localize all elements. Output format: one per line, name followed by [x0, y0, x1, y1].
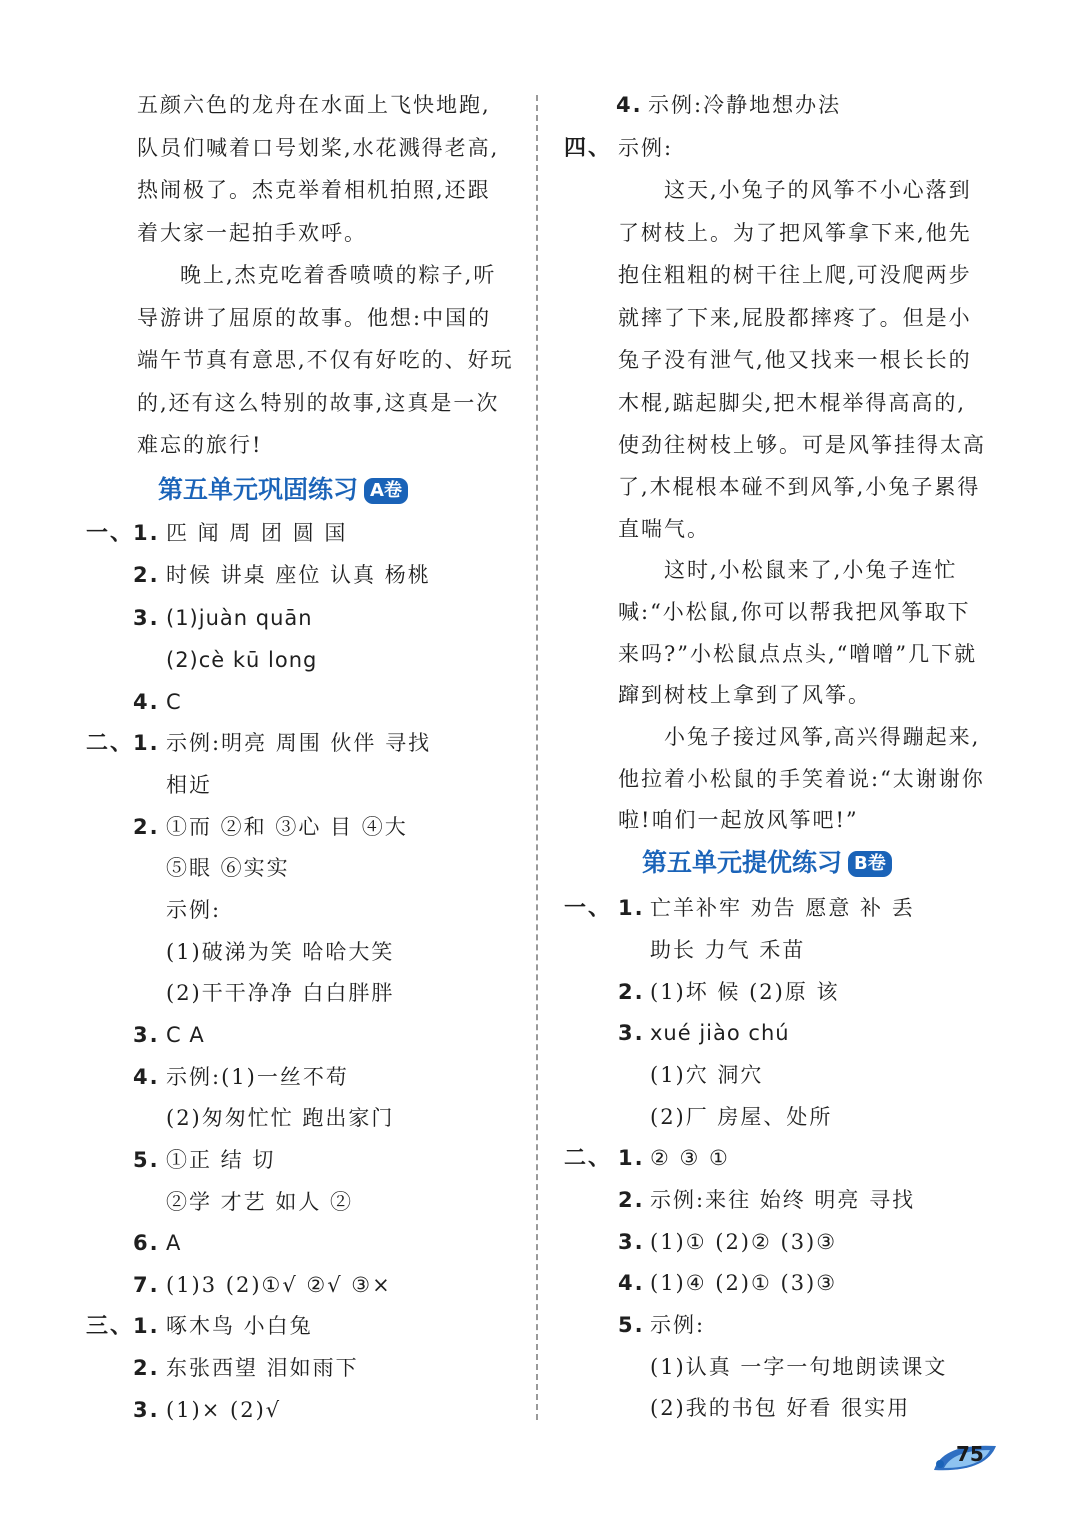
story-line: 了,木棍根本碰不到风筝,小兔子累得	[618, 475, 981, 499]
answer: 东张西望 泪如雨下	[166, 1356, 359, 1380]
section-label: 三、	[86, 1313, 135, 1339]
question-number: 4.	[618, 1271, 645, 1295]
question-number: 2.	[618, 1188, 645, 1212]
question-number: 3.	[133, 1023, 160, 1047]
story-line: 来吗?”小松鼠点点头,“噌噌”几下就	[618, 642, 978, 666]
answer: C	[166, 690, 182, 714]
story-line: 这天,小兔子的风筝不小心落到	[664, 178, 972, 202]
question-number: 4.	[616, 93, 643, 117]
answer: ①而 ②和 ③心 目 ④大	[166, 815, 408, 839]
column-divider	[536, 95, 538, 1420]
section-label: 二、	[564, 1145, 613, 1171]
answer: 助长 力气 禾苗	[650, 938, 806, 962]
story-line: 喊:“小松鼠,你可以帮我把风筝取下	[618, 600, 971, 624]
answer: (1)④ (2)① (3)③	[650, 1271, 838, 1295]
question-number: 1.	[618, 896, 645, 920]
question-number: 2.	[618, 980, 645, 1004]
answer: (1)穴 洞穴	[650, 1063, 764, 1087]
section-badge-b: B卷	[848, 851, 892, 877]
question-number: 4.	[133, 690, 160, 714]
story-line: 这时,小松鼠来了,小兔子连忙	[664, 558, 958, 582]
page-number-badge	[930, 1440, 1000, 1474]
answer: (1)juàn quān	[166, 606, 313, 630]
question-number: 3.	[133, 1398, 160, 1422]
answer: (2)干干净净 白白胖胖	[166, 981, 395, 1005]
question-number: 4.	[133, 1065, 160, 1089]
story-line: 队员们喊着口号划桨,水花溅得老高,	[137, 136, 500, 160]
section-title-text: 第五单元提优练习	[642, 848, 843, 877]
question-number: 3.	[133, 606, 160, 630]
answer: (1)坏 候 (2)原 该	[650, 980, 840, 1004]
answer: ② ③ ①	[650, 1146, 730, 1170]
story-line: 着大家一起拍手欢呼。	[137, 221, 367, 245]
answer: 示例:(1)一丝不苟	[166, 1065, 349, 1089]
story-line: 就摔了下来,屁股都摔疼了。但是小	[618, 306, 972, 330]
section-label: 一、	[564, 895, 613, 921]
question-number: 1.	[133, 521, 160, 545]
story-line: 的,还有这么特别的故事,这真是一次	[137, 391, 500, 415]
answer: 亡羊补牢 劝告 愿意 补 丢	[650, 896, 915, 920]
story-line: 五颜六色的龙舟在水面上飞快地跑,	[137, 93, 491, 117]
answer: 示例:	[166, 898, 222, 922]
answer: ①正 结 切	[166, 1148, 276, 1172]
answer: (2)匆匆忙忙 跑出家门	[166, 1106, 395, 1130]
question-number: 2.	[133, 1356, 160, 1380]
answer: 示例:明亮 周围 伙伴 寻找	[166, 731, 432, 755]
story-line: 晚上,杰克吃着香喷喷的粽子,听	[180, 263, 497, 287]
story-line: 抱住粗粗的树干往上爬,可没爬两步	[618, 263, 972, 287]
question-number: 6.	[133, 1231, 160, 1255]
answer: 示例:冷静地想办法	[648, 93, 842, 117]
story-line: 他拉着小松鼠的手笑着说:“太谢谢你	[618, 767, 985, 791]
answer: 时候 讲桌 座位 认真 杨桃	[166, 563, 431, 587]
section-label: 二、	[86, 730, 135, 756]
story-line: 直喘气。	[618, 517, 710, 541]
answer: (1)× (2)√	[166, 1398, 282, 1422]
question-number: 2.	[133, 563, 160, 587]
answer: C A	[166, 1023, 205, 1047]
question-number: 3.	[618, 1021, 645, 1045]
story-line: 热闹极了。杰克举着相机拍照,还跟	[137, 178, 491, 202]
question-number: 1.	[133, 1314, 160, 1338]
question-number: 5.	[618, 1313, 645, 1337]
story-line: 啦!咱们一起放风筝吧!”	[618, 808, 859, 832]
page-number: 75	[956, 1442, 984, 1466]
answer: 啄木鸟 小白兔	[166, 1314, 313, 1338]
answer: (2)厂 房屋、处所	[650, 1105, 833, 1129]
section-title-text: 第五单元巩固练习	[158, 475, 359, 504]
section-label: 四、	[564, 135, 613, 161]
answer: 示例:	[650, 1313, 706, 1337]
answer: (1)破涕为笑 哈哈大笑	[166, 940, 395, 964]
answer: (1)① (2)② (3)③	[650, 1230, 838, 1254]
question-number: 2.	[133, 815, 160, 839]
question-number: 7.	[133, 1273, 160, 1297]
section-title-b	[642, 846, 892, 880]
story-line: 导游讲了屈原的故事。他想:中国的	[137, 306, 492, 330]
story-line: 小兔子接过风筝,高兴得蹦起来,	[664, 725, 981, 749]
question-number: 5.	[133, 1148, 160, 1172]
answer: (1)3 (2)①√ ②√ ③×	[166, 1273, 392, 1297]
story-line: 蹿到树枝上拿到了风筝。	[618, 683, 871, 707]
answer: (1)认真 一字一句地朗读课文	[650, 1355, 948, 1379]
answer: (2)我的书包 好看 很实用	[650, 1396, 911, 1420]
question-number: 3.	[618, 1230, 645, 1254]
answer: 示例:来往 始终 明亮 寻找	[650, 1188, 916, 1212]
answer: ⑤眼 ⑥实实	[166, 856, 290, 880]
story-line: 使劲往树枝上够。可是风筝挂得太高	[618, 433, 986, 457]
section-badge-a: A卷	[364, 478, 408, 504]
answer: ②学 才艺 如人 ②	[166, 1190, 354, 1214]
story-line: 兔子没有泄气,他又找来一根长长的	[618, 348, 972, 372]
answer: 示例:	[618, 136, 674, 160]
section-label: 一、	[86, 520, 135, 546]
story-line: 了树枝上。为了把风筝拿下来,他先	[618, 221, 972, 245]
question-number: 1.	[133, 731, 160, 755]
answer: xué jiào chú	[650, 1021, 790, 1045]
answer: 相近	[166, 773, 212, 797]
answer: A	[166, 1231, 182, 1255]
question-number: 1.	[618, 1146, 645, 1170]
answer: 匹 闻 周 团 圆 国	[166, 521, 348, 545]
section-title-a	[158, 473, 408, 507]
answer: (2)cè kū long	[166, 648, 318, 672]
story-line: 端午节真有意思,不仅有好吃的、好玩	[137, 348, 514, 372]
story-line: 木棍,踮起脚尖,把木棍举得高高的,	[618, 391, 967, 415]
story-line: 难忘的旅行!	[137, 433, 263, 457]
